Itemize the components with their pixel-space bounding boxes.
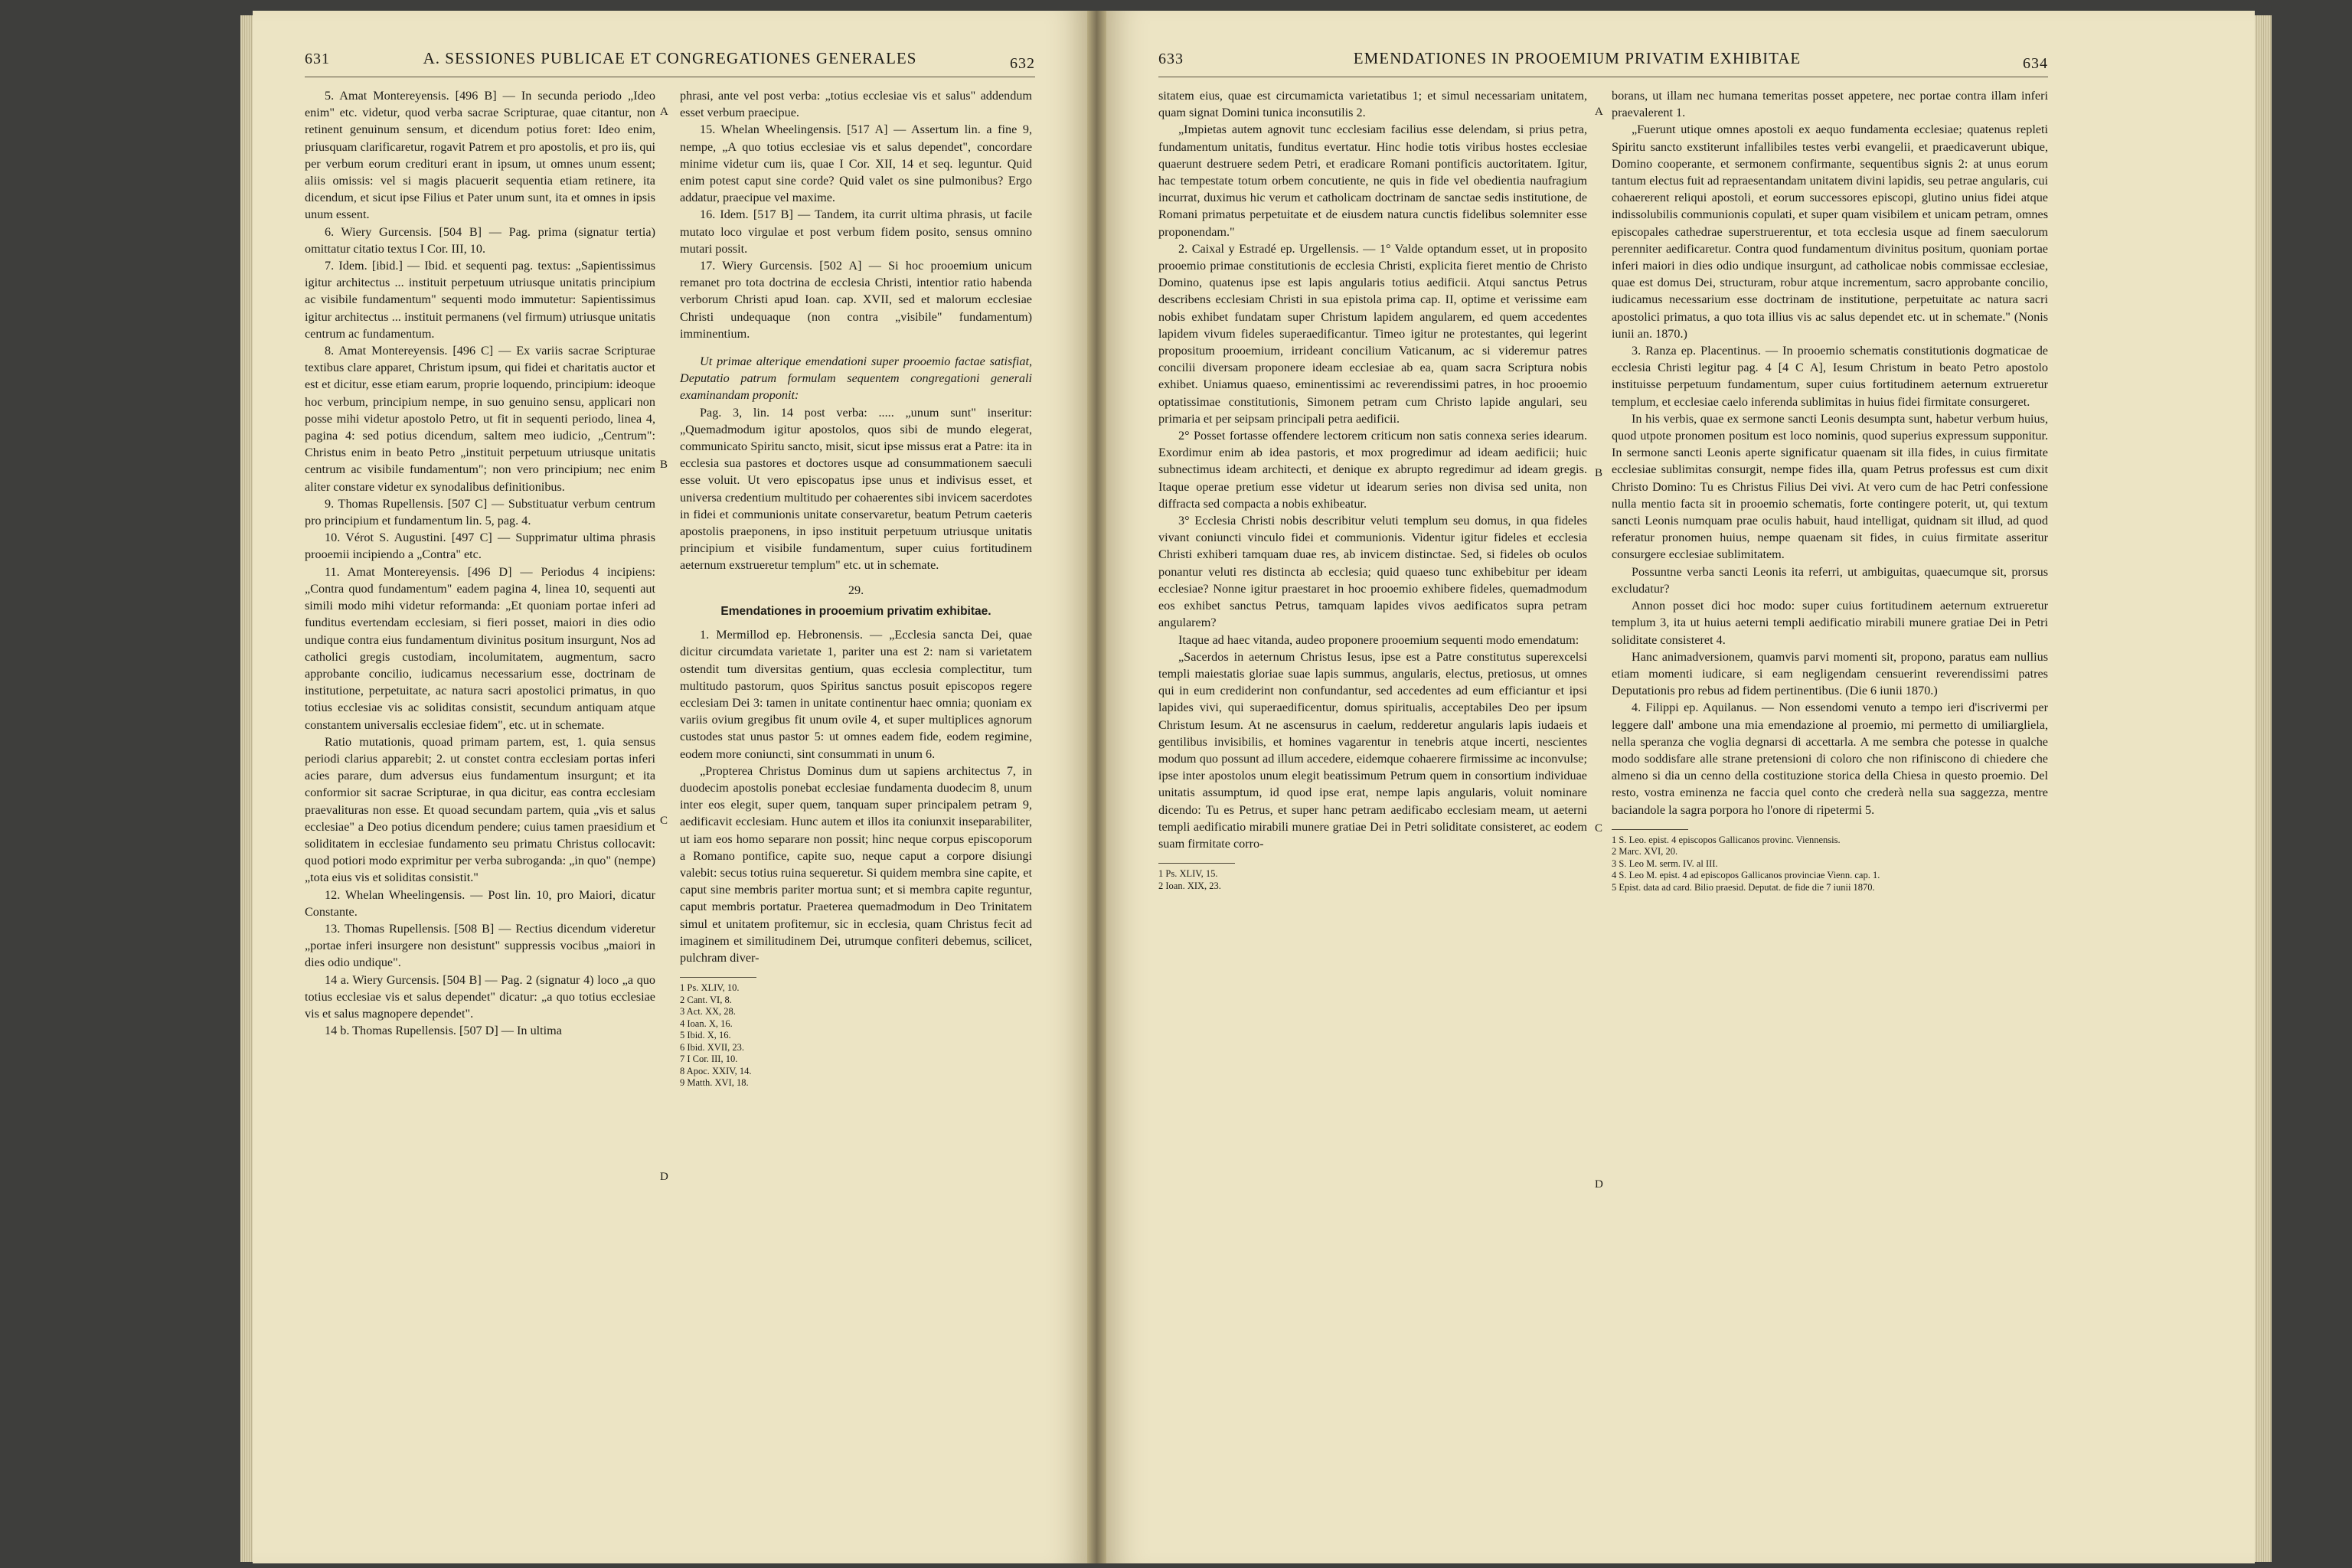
paragraph: 16. Idem. [517 B] — Tandem, ita currit ultima phrasis, ut facile mutato loco virgulae et post verbum fidem posito, sensus omnino mutari possit. [680,207,1032,256]
page-number: 634 [2023,55,2048,72]
footnote: 4 S. Leo M. epist. 4 ad episcopos Gallicanos provinciae Vienn. cap. 1. [1612,870,1880,881]
paragraph: Possuntne verba sancti Leonis ita referri, ut ambiguitas, quaecumque sit, prorsus excludatur? [1612,564,2048,596]
section-title: Emendationes in prooemium privatim exhibitae. [720,604,991,618]
paragraph: Ratio mutationis, quoad primam partem, est, 1. quia sensus periodi clarius apparebit; 2. ut constet contra ecclesiam portas inferi acies parare, dum adversus eius fundamentum insurgunt; et ita conformior sit sacrae Scripturae, in qua dicitur, eas contra ecclesiam praevalituras non esse. Et quoad secundam partem, quia „vis et salus ecclesiae" a Deo potius dicendum pendere; cuius tamen praesidium et soliditatem in ecclesiae fundamento seu primatu Christus collocavit: quod potiori modo exprimitur per verba subroganda: „in quo" (nempe) „tota eius vis et soliditas consistit." [305,734,655,885]
page-number: 633 [1158,51,1184,67]
footnote: 2 Marc. XVI, 20. [1612,846,1678,858]
footnote: 6 Ibid. XVII, 23. [680,1041,745,1053]
paragraph: 13. Thomas Rupellensis. [508 B] — Rectius dicendum videretur „portae inferi insurgere non desistunt" suppressis vocibus „maiori in dies odio undique". [305,921,655,970]
paragraph: 14 a. Wiery Gurcensis. [504 B] — Pag. 2 (signatur 4) loco „a quo totius ecclesiae vis et salus dependet" dicatur: „a quo totius ecclesiae vis et salus magnopere dependet". [305,972,655,1021]
margin-letter: D [660,1171,668,1183]
paragraph: 12. Whelan Wheelingensis. — Post lin. 10, pro Maiori, dicatur Constante. [305,887,655,919]
footnote: 3 Act. XX, 28. [680,1006,736,1018]
text-column [680,87,1032,1089]
paragraph: 4. Filippi ep. Aquilanus. — Non essendomi venuto a tempo ieri d'iscrivermi per leggere dall' ambone una mia emendazione al proemio, mi permetto di umiliargliela, nella speranza che voglia degnarsi di accettarla. A me sembra che potesse in qualche modo soddisfare alle strane pretensioni di coloro che non rifiniscono di chiedere che almeno si dia un cenno della costituzione storica della Chiesa in questo proemio. Del resto, vostra eminenza ne faccia quel conto che crederà nella sua saggezza, mentre baciandole la sagra porpora ho l'onore di ripetermi 5. [1612,701,2048,817]
footnote: 7 I Cor. III, 10. [680,1054,738,1065]
text-column [1158,87,1587,892]
footnote: 1 S. Leo. epist. 4 episcopos Gallicanos provinc. Viennensis. [1612,834,1841,845]
book-gutter [1087,11,1106,1563]
paragraph: 6. Wiery Gurcensis. [504 B] — Pag. prima (signatur tertia) omittatur citatio textus I Cor. III, 10. [305,224,655,256]
paragraph: „Sacerdos in aeternum Christus Iesus, ipse est a Patre constitutus superexcelsi templi maiestatis gloriae suae lapis summus, angularis, electus, pretiosus, ut omnes qui in eum crediderint non confundantur, sed accedentes ad eum efficiantur et ipsi lapides vivi, qui superaedificentur, domus spiritualis, acceptabiles Deo per ipsum Christum Iesum. At ne ascensurus in caelum, redderetur angularis lapis iudaeis et gentilibus invisibilis, et homines vagarentur in tenebris atque incerti, nescientes modum quo possunt ad illum accedere, eidemque cohaerere firmissime ac inconvulse; ipse inter apostolos unum elegit beatissimum Petrum quem in consortium individuae unitatis assumptum, id quod ipse erat, nempe lapis angularis, voluit nominare dicendo: Tu es Petrus, et super hanc petram aedificabo ecclesiam meam, ut aeterni templi aedificatio mirabili munere gratiae Dei in Petri soliditate consisteret, ac eodem suam firmitate corro- [1158,649,1587,851]
page-number: 631 [305,51,330,67]
paragraph: „Impietas autem agnovit tunc ecclesiam facilius esse delendam, si prius petra, fundamentum unitatis, funditus evertatur. Hinc hodie totis viribus hostes ecclesiae quaerunt destruere sedem Petri, et eradicare Romani pontificis auctoritatem. Igitur, hac tempestate totum orbem concutiente, ne quis in fide vel obedientia naufragium incurrat, duximus hic verum et catholicam doctrinam de sanctae sedis institutione, de Romani primatus perpetuitate et de eiusdem natura cunctis fidelibus solemniter esse proponendam." [1158,122,1587,239]
margin-letter: A [1595,106,1603,118]
margin-letter: C [660,815,668,827]
paragraph: borans, ut illam nec humana temeritas posset appetere, nec portae contra illam inferi praevalerent 1. [1612,89,2048,120]
footnote-rule [1612,829,1688,830]
paragraph: 11. Amat Montereyensis. [496 D] — Periodus 4 incipiens: „Contra quod fundamentum" eadem pagina 4, linea 10, sequenti aut simili modo mihi videtur reformanda: „Et quoniam portae inferi ad funditus evertendam ecclesiam, si fieri posset, maiori in dies odio undique contra eius fundamentum divinitus positum insurgunt, Nos ad catholici gregis custodiam, incolumitatem, augmentum, sacro approbante concilio, iudicamus necessarium esse, doctrinam de institutione, perpetuitate, ac natura sacri apostolici primatus, in quo totius ecclesiae vis ac soliditas consistit, secundum antiquam atque constantem universalis ecclesiae fidem", etc. ut in schemate. [305,564,655,732]
paragraph: 14 b. Thomas Rupellensis. [507 D] — In ultima [325,1024,562,1038]
footnote: 2 Ioan. XIX, 23. [1158,880,1221,891]
paragraph: 5. Amat Montereyensis. [496 B] — In secunda periodo „Ideo enim" etc. videtur, quod verba sacrae Scripturae, quae citantur, non retinent genuinum sensum, et dicendum potius foret: Ideo enim, priusquam clarificaretur, rogavit Patrem et pro apostolis, et pro iis, qui per verbum eorum credituri erant in ipsum, ut omnes unum essent; aliis omissis: vel si magis placuerit sequentia etiam retinere, ita dicendum, et sicut ipse Filius et Pater unum sunt, ita et omnes in ipsis unum essent. [305,89,655,222]
footnote: 2 Cant. VI, 8. [680,994,732,1005]
text-column [1612,87,2048,893]
footnote-rule [1158,863,1235,864]
margin-letter: B [1595,467,1603,479]
paragraph: „Fuerunt utique omnes apostoli ex aequo fundamenta ecclesiae; quatenus repleti Spiritu sancto exstiterunt infallibiles testes verbi evangelii, et praedicaverunt ubique, Domino cooperante, et sermonem confirmante, sequentibus signis 2: at unus eorum tantum electus fuit ad repraesentandam unitatem divini lapidis, seu petrae angularis, cui cohaererent reliqui apostoli, et eorum successores episcopi, glutino unius fidei atque indissolubilis communionis copulati, et super quam visibilem et unicam petram, omnes episcopales cathedrae superstruerentur, et tota ecclesia usque ad finem saeculorum perenniter aedificaretur. Contra quod fundamentum divinitus positum, quoniam portae inferi maiori in dies odio undique insurgunt, ad catholicae nobis commissae ecclesiae, quae est domus Dei, structuram, robur atque incrementum, sacro approbante concilio, iudicamus necessarium esse doctrinam de institutione, perpetuitate ac natura sacri apostolici primatus, a quo tota illius vis ac salus dependet etc. ut in schemate." (Nonis iunii an. 1870.) [1612,122,2048,341]
paragraph: Hanc animadversionem, quamvis parvi momenti sit, propono, paratus eam nullius etiam momenti iudicare, si eam negligendam censuerint reverendissimi patres Deputationis pro rebus ad fidem pertinentibus. (Die 6 iunii 1870.) [1612,649,2048,698]
footnote-rule [680,977,756,978]
text-column [305,87,655,1039]
paragraph: 2. Caixal y Estradé ep. Urgellensis. — 1° Valde optandum esset, ut in proposito prooemio primae constitutionis de ecclesia Christi, explicita fieret mentio de Christo Domino, quatenus ipse est lapis angularis totius aedificii. Atqui sanctus Petrus describens ecclesiam Christi in sua epistola prima cap. II, optime et verissime eam nobis exhibet fundatam super Christum lapidem angularem, ed quem accedentes lapidem vivum fideles superaedificantur. Timeo igitur ne protestantes, qui legerint propositum prooemium, irrideant concilium Vaticanum, ac si videremur patres concilii diversam proponere ideam ecclesiae ab ea, quam sacra Scriptura nobis exhibet. Uniamus quaeso, eminentissimi ac reverendissimi patres, in hoc prooemio optatissimae constitutionis, Simonem petram cum Christo lapide angulari, seu primaria et per seipsam principali petra aedificii. [1158,241,1587,426]
paragraph: 3. Ranza ep. Placentinus. — In prooemio schematis constitutionis dogmaticae de ecclesia Christi legitur pag. 4 [4 C A], Iesum Christum in beato Petro apostolo instituisse perpetuum fundamentum, super cuius fortitudinem aeternum extrueretur templum, et ecclesiae caelo inferenda sublimitas in huius fidei firmitate consurgeret. [1612,344,2048,409]
running-head-right [1106,49,2255,77]
paragraph: 10. Vérot S. Augustini. [497 C] — Supprimatur ultima phrasis prooemii incipiendo a „Contra" etc. [305,531,655,562]
margin-letter: C [1595,822,1603,835]
footnote: 3 S. Leo M. serm. IV. al III. [1612,858,1718,869]
paragraph: Annon posset dici hoc modo: super cuius fortitudinem aeternum extrueretur templum 3, ita ut huius aeterni templi aedificatio mirabili munere gratiae Dei in Petri soliditate consisteret 4. [1612,599,2048,647]
paragraph: 1. Mermillod ep. Hebronensis. — „Ecclesia sancta Dei, quae dicitur circumdata varietate 1, pariter una est 2: nam si varietatem ostendit tum diversitas gentium, quas ecclesia complectitur, tum multitudo pastorum, quos Spiritus sanctus posuit episcopos regere ecclesiam Dei 3: tamen in unitate continentur haec omnia; quoniam ex variis ovium gregibus fit unum ovile 4, et super multiplices agnorum custodes stat unus pastor 5: ut omnes eadem fide, eodem regimine, eodem more coniuncti, sint consummati in unum 6. [680,628,1032,761]
footnote: 4 Ioan. X, 16. [680,1018,733,1029]
footnote: 8 Apoc. XXIV, 14. [680,1065,752,1076]
paragraph: „Propterea Christus Dominus dum ut sapiens architectus 7, in duodecim apostolis ponebat ecclesiae fundamenta duodecim 8, unum inter eos elegit, super quem, tanquam super principalem petram 9, aedificavit ecclesiam. Hunc autem et illos ita coniunxit inseparabiliter, ut iam eos homo separare non possit; hinc neque corpus episcoporum a Romano pontifice, capite suo, neque caput a corpore disiungi valebit: secus totius ruina sequeretur. Si quidem membra sine capite, et caput sine membris pariter mortua sunt; et si membra capite reguntur, caput membris portatur. Praeterea quemadmodum in Deo Trinitatem simul et unitatem profitemur, sic in ecclesia, quam Christus fecit ad imaginem et similitudinem Dei, utrumque confiteri debemus, scilicet, pulchram diver- [680,763,1032,965]
right-page-edge [2255,15,2272,1562]
page-number: 632 [1010,55,1035,72]
margin-letter: B [660,459,668,471]
deputation-intro: Ut primae alterique emendationi super prooemio factae satisfiat, Deputatio patrum formulam sequentem congregationi generali examinandam proponit: [680,354,1032,403]
footnote: 1 Ps. XLIV, 15. [1158,868,1218,880]
margin-letter: A [660,106,668,118]
footnote: 1 Ps. XLIV, 10. [680,982,740,994]
section-number: 29. [848,583,864,597]
paragraph: Itaque ad haec vitanda, audeo proponere prooemium sequenti modo emendatum: [1178,632,1579,647]
paragraph: Pag. 3, lin. 14 post verba: ..... „unum sunt" inseritur: „Quemadmodum igitur apostolos, quos sibi de mundo elegerat, communicato Spiritu sancto, misit, sicut ipse missus erat a Patre: ita in ecclesia sua pastores et doctores usque ad consummationem saeculi esse voluit. Ut vero episcopatus ipse unus et indivisus esset, et universa credentium multitudo per cohaerentes sibi invicem sacerdotes in fidei et communionis unitate conservaretur, beatum Petrum caeteris apostolis praeponens, in ipso instituit perpetuum utriusque unitatis principium et visibile fundamentum, super cuius fortitudinem aeternum exstrueretur templum" etc. ut in schemate. [680,405,1032,573]
margin-letter: D [1595,1178,1603,1191]
paragraph: 3° Ecclesia Christi nobis describitur veluti templum seu domus, in qua fideles vivant coniuncti vinculo fidei et communionis. Videntur igitur fideles et ecclesia Christi exhiberi tamquam duae res, ab invicem distinctae. Sed, si fideles ob oculos ponantur veluti res distincta ab ecclesia; quid quaeso tunc exhibebitur per ideam ecclesiae? Nonne igitur praestaret in hoc prooemio exhibere fideles, quemadmodum eos exhibet sanctus Petrus, tamquam lapides vivos aedificatos supra petram angularem? [1158,514,1587,630]
paragraph: 7. Idem. [ibid.] — Ibid. et sequenti pag. textus: „Sapientissimus igitur architectus ... instituit perpetuum utriusque unitatis principium ac visibile fundamentum" sequenti modo immutetur: Sapientissimus igitur architectus ... instituit permanens (vel firmum) utriusque unitatis centrum ac fundamentum. [305,259,655,341]
paragraph: sitatem eius, quae est circumamicta varietatibus 1; et simul necessariam unitatem, quam signat Domini tunica inconsutilis 2. [1158,89,1587,120]
left-page [253,11,1087,1563]
running-head-left [253,49,1087,77]
left-page-edge [240,15,253,1562]
paragraph: In his verbis, quae ex sermone sancti Leonis desumpta sunt, habetur verbum huius, quod utpote pronomen positum est loco nominis, quod superius expressum supponitur. In sermone sancti Leonis aperte significatur quaenam sit illa fides, in cuius firmitate ecclesiae sublimitas consurgit, nempe fides illa, quam Petrus professus est cum dixit Christo Domino: Tu es Christus Filius Dei vivi. At vero cum de hac Petri confessione nulla mentio facta sit in prooemio schematis, forte contingere poterit, ut, qui textum sancti Leonis numquam prae oculis habuit, haud intelligat, quidnam sit illud, ad quod referatur pronomen huius, nempe quaenam sit fides, in cuius firmitate asseritur consurgere ecclesiae sublimitatem. [1612,411,2048,562]
paragraph: 17. Wiery Gurcensis. [502 A] — Si hoc prooemium unicum remanet pro tota doctrina de ecclesia Christi, intentior ratio habenda verborum Christi apud Ioan. cap. XVII, sed et malorum ecclesiae Christi undequaque (non contra „visibile" fundamentum) imminentium. [680,259,1032,341]
running-head-title: EMENDATIONES IN PROOEMIUM PRIVATIM EXHIBITAE [1353,49,1802,67]
paragraph: phrasi, ante vel post verba: „totius ecclesiae vis et salus" addendum esset verbum praecipue. [680,89,1032,120]
footnote: 5 Epist. data ad card. Bilio praesid. Deputat. de fide die 7 iunii 1870. [1612,881,1875,893]
paragraph: 8. Amat Montereyensis. [496 C] — Ex variis sacrae Scripturae textibus clare apparet, Christum ipsum, qui fidei et charitatis auctor et est et dicitur, esse etiam earum, proprie loquendo, principium: ideoque hoc verbum, principium nempe, in suo genuino sensu, applicari non posse mihi videtur apostolo Petro, ut fit in sequenti periodo, linea 4, pagina 4: sed potius dicendum, saltem meo iudicio, „Centrum": Christus enim in beato Petro „instituit perpetuum utriusque unitatis centrum ac visibile fundamentum"; non vero principium; nec enim aliter constare videtur ex synodalibus definitionibus. [305,344,655,494]
running-head-title: A. SESSIONES PUBLICAE ET CONGREGATIONES GENERALES [423,49,917,67]
footnote: 9 Matth. XVI, 18. [680,1077,749,1089]
right-page [1106,11,2255,1563]
paragraph: 15. Whelan Wheelingensis. [517 A] — Assertum lin. a fine 9, nempe, „A quo totius ecclesiae vis et salus dependet", concordare minime videtur cum iis, quae I Cor. XII, 14 et seq. leguntur. Quid enim potest caput sine corde? Quid valet os sine pulmonibus? Ergo addatur, praecipue vel maxime. [680,122,1032,205]
paragraph: 2° Posset fortasse offendere lectorem criticum non satis connexa series idearum. Exordimur enim ab idea pastoris, et mox progredimur ad ideam aedificii; huic subnectimus ideam architecti, et denique ex abrupto regredimur ad ideam gregis. Itaque operae pretium esse videtur ut idearum series non divisa sed unita, non diffracta sed compacta a nobis exhibeatur. [1158,429,1587,511]
paragraph: 9. Thomas Rupellensis. [507 C] — Substituatur verbum centrum pro principium et fundamentum lin. 5, pag. 4. [305,496,655,528]
footnote: 5 Ibid. X, 16. [680,1030,731,1041]
